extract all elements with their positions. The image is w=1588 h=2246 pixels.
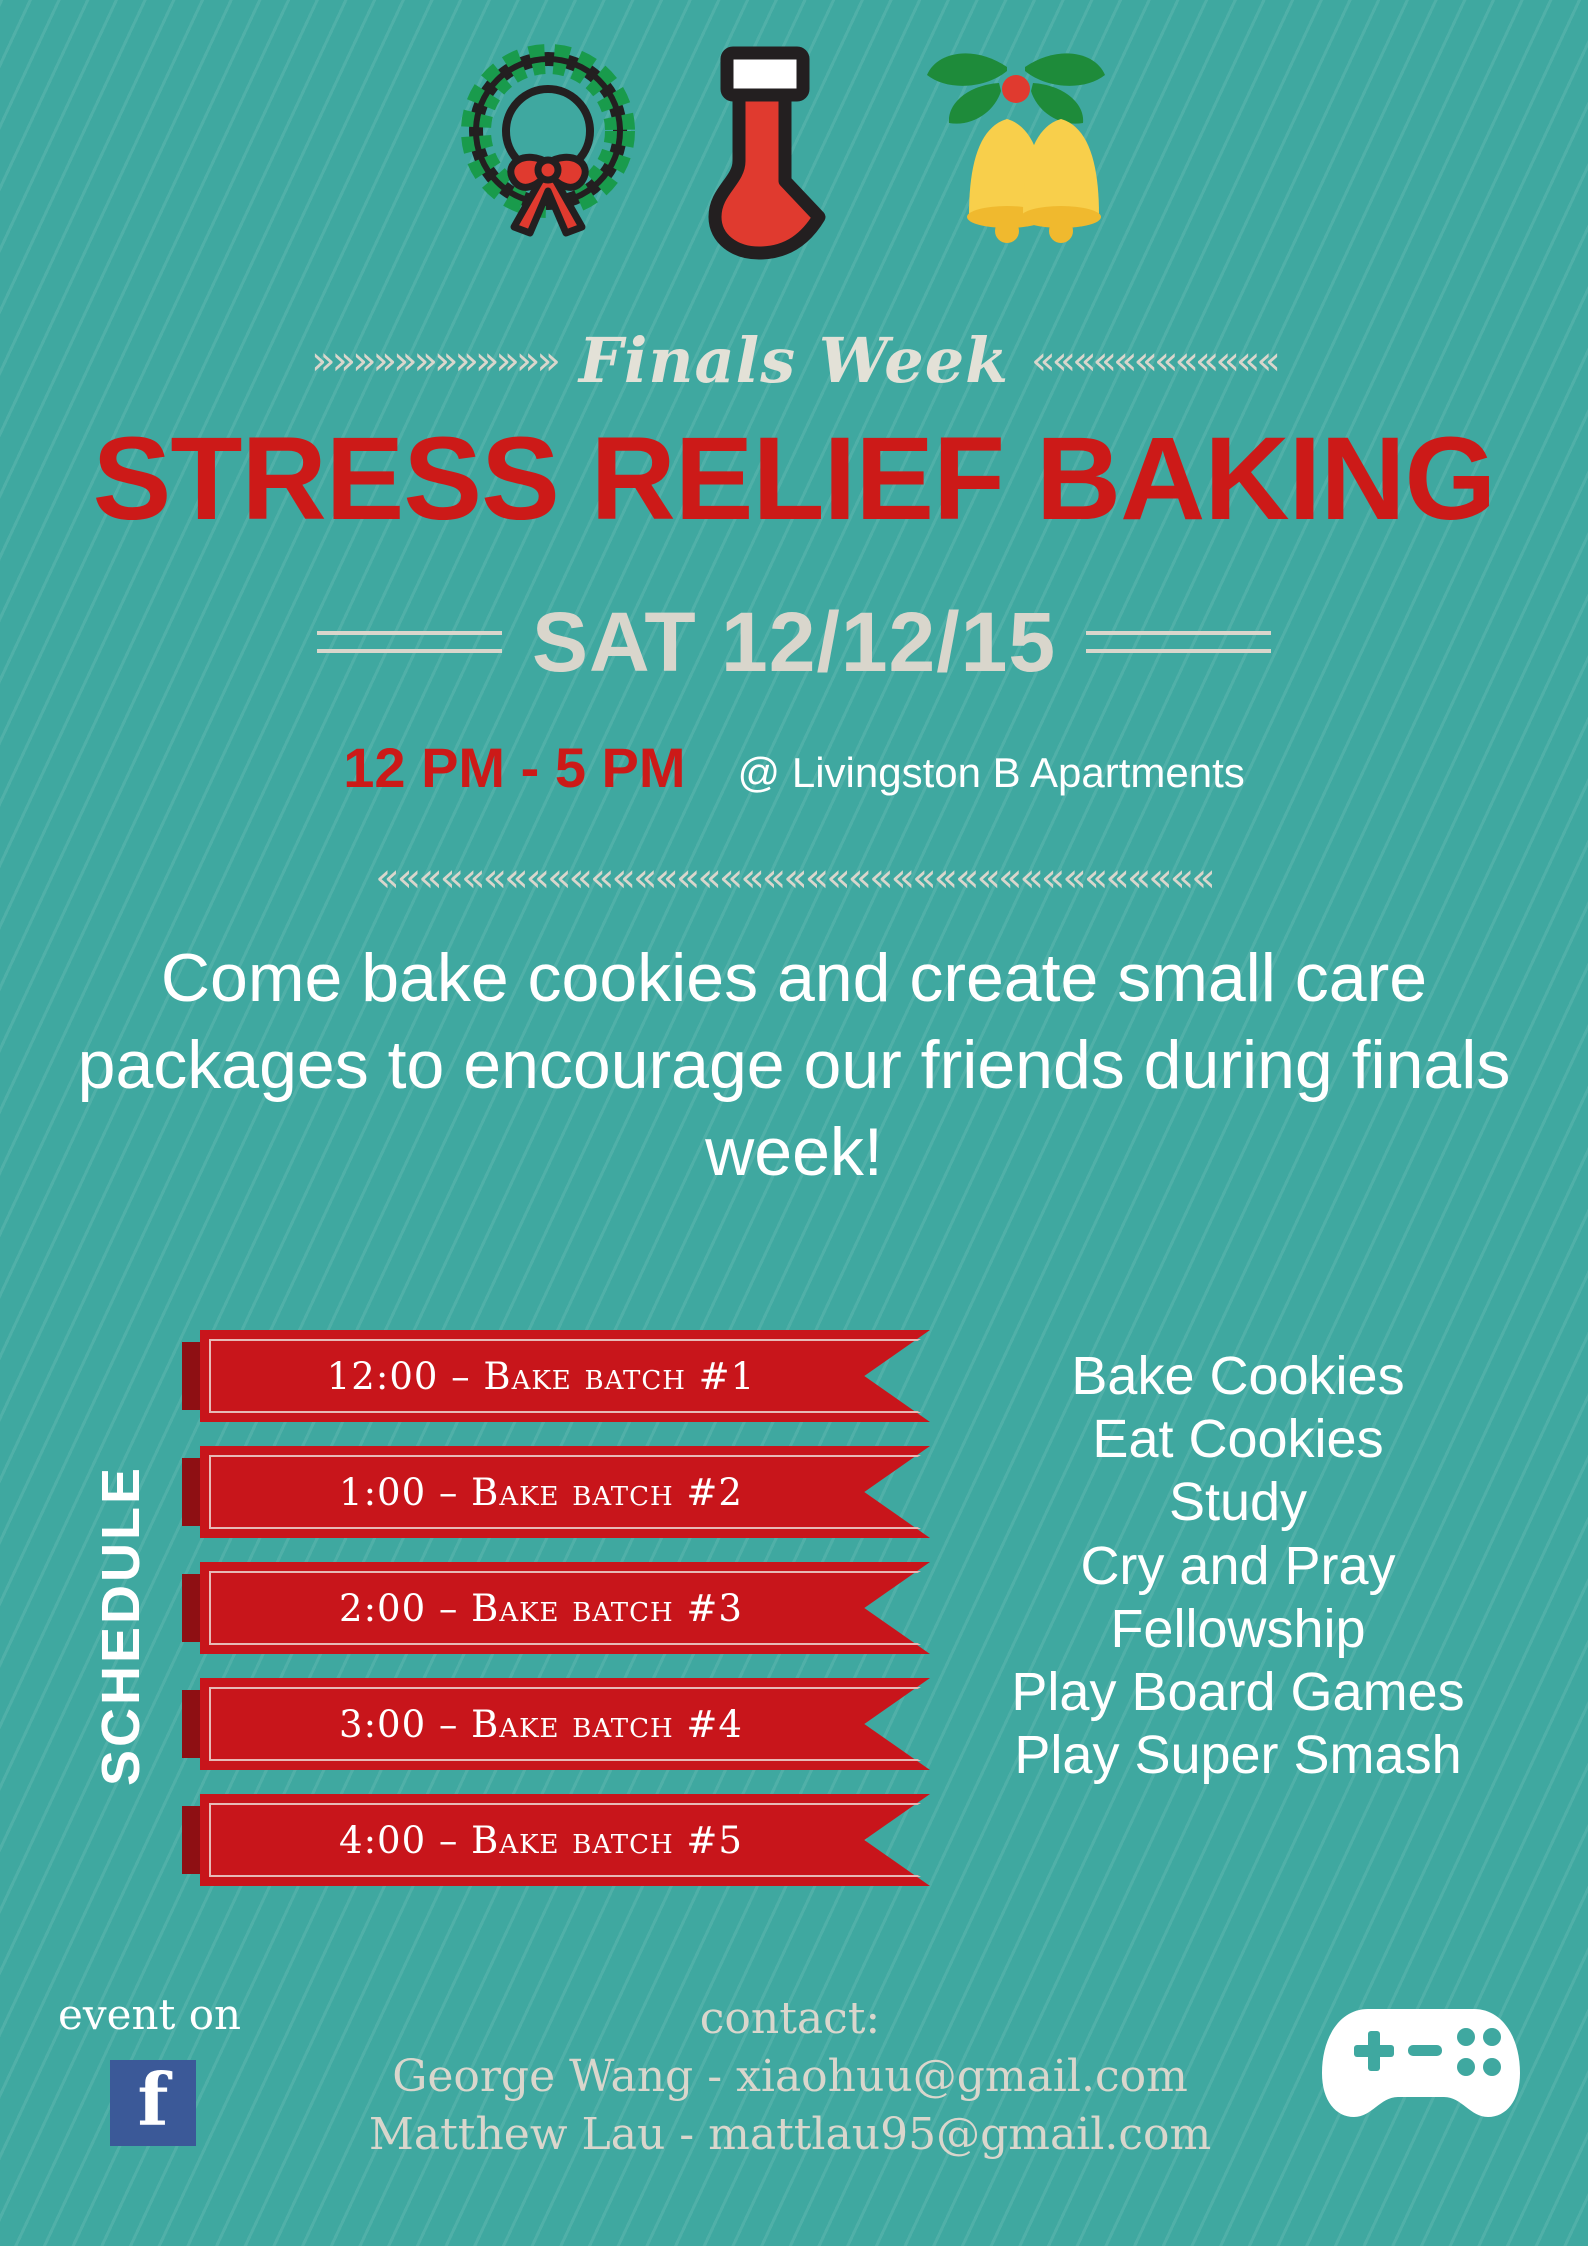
activity-item: Cry and Pray	[1080, 1535, 1396, 1596]
list-item	[200, 1678, 930, 1770]
event-description: Come bake cookies and create small care packages to encourage our friends during finals week!	[77, 940, 1511, 1191]
event-location: @ Livingston B Apartments	[737, 749, 1245, 796]
event-date: SAT 12/12/15	[531, 595, 1057, 689]
rule-right	[1086, 631, 1271, 653]
date-row	[0, 595, 1588, 689]
gamepad-icon	[1316, 1975, 1526, 2145]
contact-line-0: George Wang - xiaohuu@gmail.com	[392, 2051, 1188, 2103]
schedule-label: SCHEDULE	[91, 1464, 151, 1786]
list-item	[200, 1330, 930, 1422]
schedule-item-4: 4:00 – Bake batch #5	[339, 1818, 743, 1862]
schedule-item-1: 1:00 – Bake batch #2	[339, 1470, 743, 1514]
schedule-item-0: 12:00 – Bake batch #1	[326, 1354, 756, 1398]
bells-icon	[903, 31, 1133, 266]
page-title: STRESS RELIEF BAKING	[92, 413, 1496, 545]
schedule-item-3: 3:00 – Bake batch #4	[339, 1702, 743, 1746]
wreath-icon	[456, 31, 641, 266]
activity-item: Play Super Smash	[1014, 1725, 1462, 1786]
ribbon-fold	[182, 1342, 200, 1410]
activity-item: Play Board Games	[1011, 1661, 1465, 1722]
kicker-row	[0, 324, 1588, 397]
contact-block	[280, 1990, 1300, 2164]
chevrons-left: »»»»»»»»»»»»	[311, 338, 557, 384]
chevrons-right: ««««««««««««	[1031, 338, 1277, 384]
ribbon-fold	[182, 1690, 200, 1758]
ribbon-fold	[182, 1458, 200, 1526]
contact-label: contact:	[699, 1993, 881, 2044]
activity-item: Fellowship	[1110, 1598, 1366, 1659]
ribbon-fold	[182, 1806, 200, 1874]
facebook-icon[interactable]	[110, 2056, 196, 2146]
stocking-icon	[697, 31, 847, 266]
schedule-item-2: 2:00 – Bake batch #3	[339, 1586, 743, 1630]
list-item	[200, 1446, 930, 1538]
activity-item: Study	[1168, 1472, 1308, 1533]
schedule-list	[200, 1330, 930, 1910]
contact-line-1: Matthew Lau - mattlau95@gmail.com	[368, 2109, 1212, 2161]
ribbon-fold	[182, 1574, 200, 1642]
chevron-divider: «««««««««««««««««««««««««««««««««««««««	[375, 855, 1213, 901]
activity-item: Bake Cookies	[1071, 1346, 1405, 1406]
activity-item: Eat Cookies	[1092, 1409, 1384, 1470]
activities-list	[958, 1345, 1518, 1787]
rule-left	[317, 631, 502, 653]
list-item	[200, 1562, 930, 1654]
event-time: 12 PM - 5 PM	[343, 736, 686, 799]
list-item	[200, 1794, 930, 1886]
facebook-glyph: f	[137, 2056, 169, 2142]
time-location-row	[0, 736, 1588, 799]
event-on-label: event on	[58, 1990, 242, 2039]
holiday-icon-row	[0, 28, 1588, 268]
kicker-text: Finals Week	[578, 324, 1010, 397]
